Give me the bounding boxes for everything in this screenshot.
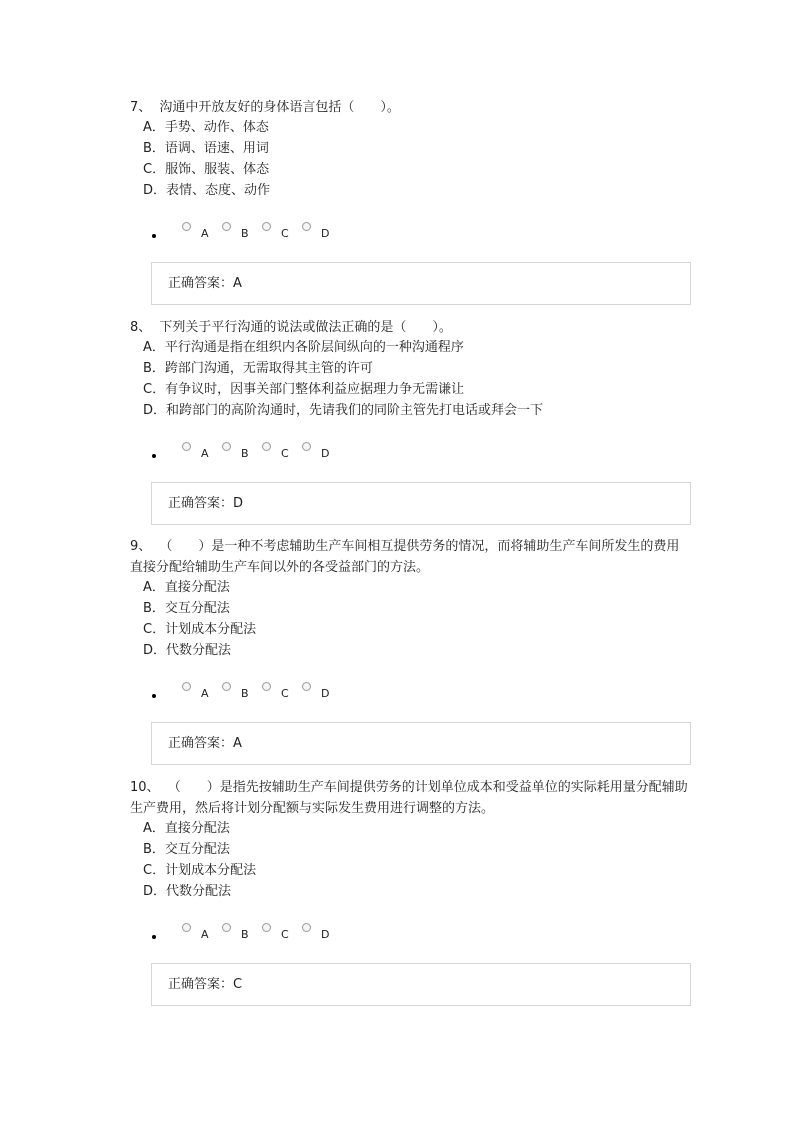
radio-label: A bbox=[201, 447, 209, 460]
correct-answer-label: 正确答案： bbox=[168, 977, 234, 992]
radio-option-d[interactable] bbox=[302, 222, 337, 240]
radio-option-b[interactable] bbox=[222, 682, 257, 700]
correct-answer-label: 正确答案： bbox=[168, 276, 234, 291]
radio-label: C bbox=[281, 687, 289, 700]
radio-option-c[interactable] bbox=[262, 222, 297, 240]
question-number: 7、 bbox=[130, 100, 152, 115]
bullet-icon bbox=[152, 694, 156, 698]
radio-label: C bbox=[281, 447, 289, 460]
correct-answer-box bbox=[151, 722, 691, 765]
question-stem: （ ）是指先按辅助生产车间提供劳务的计划单位成本和受益单位的实际耗用量分配辅助生产费用，然后将计划分配额与实际发生费用进行调整的方法。 bbox=[130, 780, 688, 816]
radio-button-icon[interactable] bbox=[302, 923, 311, 932]
question-text bbox=[130, 536, 690, 578]
radio-option-a[interactable] bbox=[182, 222, 217, 240]
answer-radio-group bbox=[152, 443, 342, 459]
radio-option-b[interactable] bbox=[222, 222, 257, 240]
answer-radio-group bbox=[152, 924, 342, 940]
option-d: D．表情、态度、动作 bbox=[143, 183, 271, 198]
correct-answer-label: 正确答案： bbox=[168, 496, 234, 511]
question-stem: 沟通中开放友好的身体语言包括（ ）。 bbox=[159, 100, 400, 115]
radio-option-a[interactable] bbox=[182, 442, 217, 460]
radio-option-c[interactable] bbox=[262, 923, 297, 941]
correct-answer-label: 正确答案： bbox=[168, 736, 234, 751]
option-b: B．交互分配法 bbox=[143, 842, 230, 857]
radio-option-d[interactable] bbox=[302, 442, 337, 460]
radio-label: A bbox=[201, 227, 209, 240]
radio-label: C bbox=[281, 227, 289, 240]
correct-answer-box bbox=[151, 482, 691, 525]
radio-button-icon[interactable] bbox=[262, 682, 271, 691]
option-a: A．直接分配法 bbox=[143, 580, 230, 595]
radio-label: D bbox=[321, 928, 330, 941]
correct-answer-value: C bbox=[233, 977, 243, 992]
radio-option-c[interactable] bbox=[262, 682, 297, 700]
radio-button-icon[interactable] bbox=[222, 222, 231, 231]
question-stem: （ ）是一种不考虑辅助生产车间相互提供劳务的情况，而将辅助生产车间所发生的费用直接分配给辅助生产车间以外的各受益部门的方法。 bbox=[130, 539, 680, 575]
options-list bbox=[143, 117, 703, 201]
radio-label: D bbox=[321, 687, 330, 700]
radio-label: A bbox=[201, 687, 209, 700]
question-text bbox=[130, 97, 690, 118]
radio-label: B bbox=[241, 687, 249, 700]
radio-button-icon[interactable] bbox=[222, 682, 231, 691]
radio-option-b[interactable] bbox=[222, 442, 257, 460]
question-number: 8、 bbox=[130, 320, 152, 335]
radio-label: B bbox=[241, 928, 249, 941]
radio-label: B bbox=[241, 227, 249, 240]
option-c: C．计划成本分配法 bbox=[143, 863, 257, 878]
question-number: 9、 bbox=[130, 539, 152, 554]
radio-button-icon[interactable] bbox=[222, 442, 231, 451]
options-list bbox=[143, 818, 703, 902]
options-list bbox=[143, 577, 703, 661]
bullet-icon bbox=[152, 935, 156, 939]
radio-option-b[interactable] bbox=[222, 923, 257, 941]
option-a: A．平行沟通是指在组织内各阶层间纵向的一种沟通程序 bbox=[143, 340, 464, 355]
radio-option-d[interactable] bbox=[302, 923, 337, 941]
question-text bbox=[130, 777, 690, 819]
radio-label: B bbox=[241, 447, 249, 460]
option-d: D．代数分配法 bbox=[143, 884, 232, 899]
question-stem: 下列关于平行沟通的说法或做法正确的是（ ）。 bbox=[159, 320, 452, 335]
correct-answer-value: D bbox=[233, 496, 244, 511]
radio-label: D bbox=[321, 447, 330, 460]
radio-button-icon[interactable] bbox=[182, 923, 191, 932]
radio-button-icon[interactable] bbox=[302, 222, 311, 231]
question-text bbox=[130, 317, 690, 338]
correct-answer-value: A bbox=[233, 276, 242, 291]
answer-radio-group bbox=[152, 683, 342, 699]
option-c: C．有争议时，因事关部门整体利益应据理力争无需谦让 bbox=[143, 382, 465, 397]
option-d: D．代数分配法 bbox=[143, 643, 232, 658]
radio-option-d[interactable] bbox=[302, 682, 337, 700]
radio-button-icon[interactable] bbox=[262, 923, 271, 932]
option-b: B．语调、语速、用词 bbox=[143, 141, 269, 156]
option-b: B．交互分配法 bbox=[143, 601, 230, 616]
radio-option-a[interactable] bbox=[182, 682, 217, 700]
radio-button-icon[interactable] bbox=[262, 442, 271, 451]
radio-option-c[interactable] bbox=[262, 442, 297, 460]
radio-label: D bbox=[321, 227, 330, 240]
option-c: C．服饰、服装、体态 bbox=[143, 162, 270, 177]
radio-label: C bbox=[281, 928, 289, 941]
bullet-icon bbox=[152, 234, 156, 238]
option-c: C．计划成本分配法 bbox=[143, 622, 257, 637]
radio-label: A bbox=[201, 928, 209, 941]
correct-answer-box bbox=[151, 262, 691, 305]
radio-button-icon[interactable] bbox=[222, 923, 231, 932]
bullet-icon bbox=[152, 454, 156, 458]
option-b: B．跨部门沟通，无需取得其主管的许可 bbox=[143, 361, 373, 376]
radio-button-icon[interactable] bbox=[182, 442, 191, 451]
option-a: A．手势、动作、体态 bbox=[143, 120, 269, 135]
radio-button-icon[interactable] bbox=[262, 222, 271, 231]
answer-radio-group bbox=[152, 223, 342, 239]
options-list bbox=[143, 337, 703, 421]
radio-button-icon[interactable] bbox=[302, 682, 311, 691]
correct-answer-box bbox=[151, 963, 691, 1006]
radio-button-icon[interactable] bbox=[182, 222, 191, 231]
option-a: A．直接分配法 bbox=[143, 821, 230, 836]
radio-button-icon[interactable] bbox=[302, 442, 311, 451]
radio-button-icon[interactable] bbox=[182, 682, 191, 691]
radio-option-a[interactable] bbox=[182, 923, 217, 941]
correct-answer-value: A bbox=[233, 736, 242, 751]
option-d: D．和跨部门的高阶沟通时，先请我们的同阶主管先打电话或拜会一下 bbox=[143, 403, 544, 418]
question-number: 10、 bbox=[130, 780, 160, 795]
